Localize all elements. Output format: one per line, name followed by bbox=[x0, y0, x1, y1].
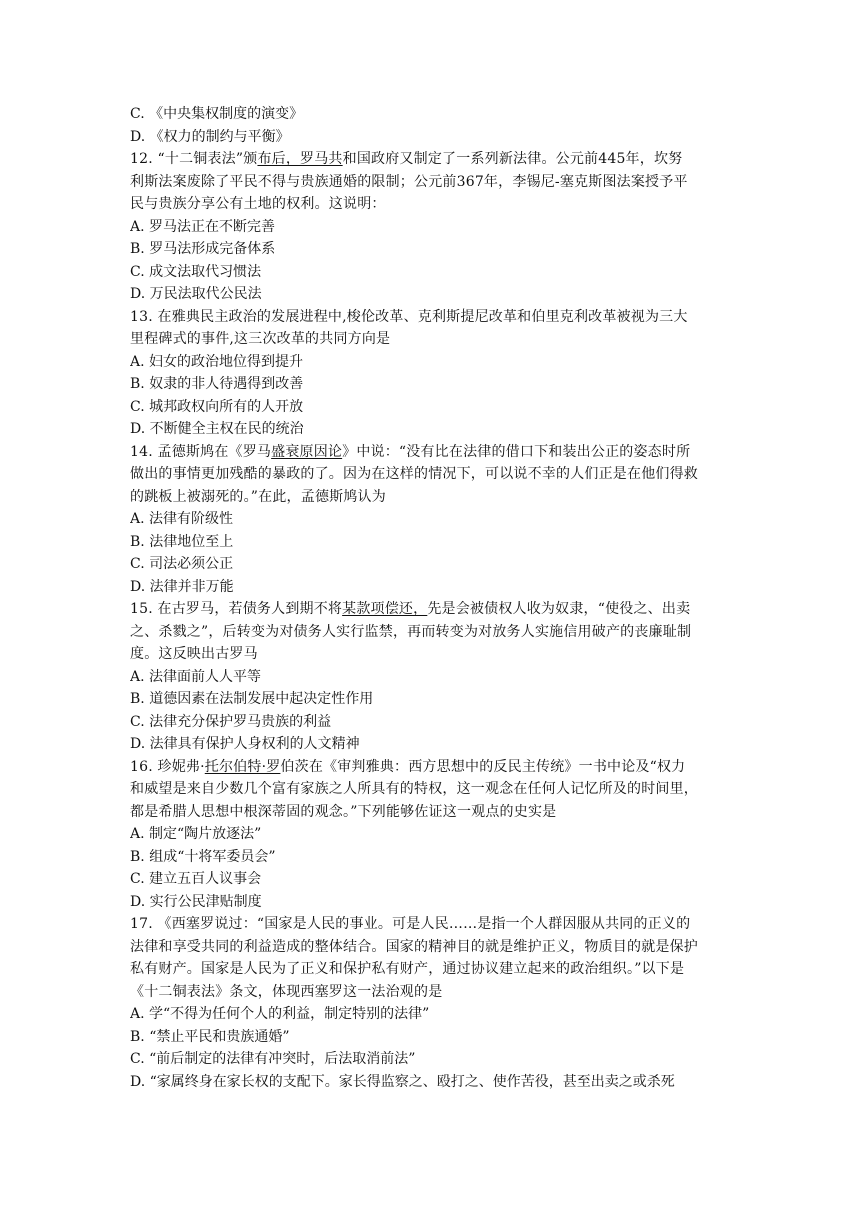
answer-option: C. 司法必须公正 bbox=[130, 556, 234, 572]
answer-option: A. 法律有阶级性 bbox=[130, 511, 234, 527]
question-line: 13. 在雅典民主政治的发展进程中,梭伦改革、克利斯提尼改革和伯里克利改革被视为三大 bbox=[130, 308, 688, 325]
question-line: 的跳板上被溺死的。”在此，孟德斯鸠认为 bbox=[130, 488, 386, 505]
text-segment: 14. 孟德斯鸠在《罗马 bbox=[130, 443, 272, 460]
answer-option: B. 法律地位至上 bbox=[130, 533, 234, 550]
question-line: 利斯法案废除了平民不得与贵族通婚的限制；公元前367年，李锡尼-塞克斯图法案授予平 bbox=[130, 173, 688, 190]
text-segment: 先是会被债权人收为奴隶，“使役之、出卖 bbox=[427, 601, 691, 617]
answer-option: A. 妇女的政治地位得到提升 bbox=[130, 353, 304, 370]
underlined-text: 盛衰原因论 bbox=[271, 443, 343, 460]
answer-option: B. 道德因素在法制发展中起决定性作用 bbox=[130, 691, 374, 707]
answer-option: B. 奴隶的非人待遇得到改善 bbox=[130, 376, 304, 392]
answer-option: D. 万民法取代公民法 bbox=[130, 286, 262, 302]
question-line: 17. 《西塞罗说过：“国家是人民的事业。可是人民……是指一个人群因服从共同的正义的 bbox=[130, 916, 691, 932]
text-segment: 》中说：“没有比在法律的借口下和装出公正的姿态时所 bbox=[342, 443, 691, 460]
answer-option: C. “前后制定的法律有冲突时，后法取消前法” bbox=[130, 1051, 416, 1067]
answer-option: B. 组成“十将军委员会” bbox=[130, 848, 276, 865]
answer-option: A. 制定“陶片放逐法” bbox=[130, 826, 262, 842]
text-segment: 伯茨在《审判雅典：西方思想中的反民主传统》一书中论及“权力 bbox=[280, 758, 686, 775]
text-segment: 和国政府又制定了一系列新法律。公元前445年，坎努 bbox=[342, 151, 683, 167]
question-line: 私有财产。国家是人民为了正义和保护私有财产，通过协议建立起来的政治组织。”以下是 bbox=[130, 961, 685, 977]
question-line: 法律和享受共同的利益造成的整体结合。国家的精神目的就是维护正义，物质目的就是保护 bbox=[130, 938, 698, 955]
answer-option: B. “禁止平民和贵族通婚” bbox=[130, 1028, 290, 1045]
question-line bbox=[130, 756, 740, 779]
answer-option: A. 学“不得为任何个人的利益，制定特别的法律” bbox=[130, 1006, 430, 1022]
question-line: 里程碑式的事件,这三次改革的共同方向是 bbox=[130, 331, 391, 347]
underlined-text: 布后，罗马共 bbox=[257, 151, 343, 167]
answer-option: B. 罗马法形成完备体系 bbox=[130, 241, 276, 257]
answer-option: D. 法律并非万能 bbox=[130, 578, 234, 595]
answer-option: A. 罗马法正在不断完善 bbox=[130, 218, 276, 235]
question-line: 做出的事情更加残酷的暴政的了。因为在这样的情况下，可以说不幸的人们正是在他们得救 bbox=[130, 466, 698, 482]
question-line bbox=[130, 148, 740, 171]
question-line: 都是希腊人思想中根深蒂固的观念。”下列能够佐证这一观点的史实是 bbox=[130, 803, 557, 820]
text-segment: 15. 在古罗马，若债务人到期不将 bbox=[130, 601, 343, 617]
underlined-text: 托尔伯特·罗 bbox=[204, 758, 281, 775]
text-segment: 16. 珍妮弗· bbox=[130, 758, 205, 775]
question-line: 民与贵族分享公有土地的权利。这说明： bbox=[130, 196, 386, 212]
answer-option: D. 法律具有保护人身权利的人文精神 bbox=[130, 736, 360, 752]
question-line bbox=[130, 598, 740, 621]
text-segment: 12. “十二铜表法”颁 bbox=[130, 151, 258, 167]
answer-option: C. 《中央集权制度的演变》 bbox=[130, 106, 304, 122]
answer-option: D. 不断健全主权在民的统治 bbox=[130, 421, 304, 437]
question-line: 《十二铜表法》条文，体现西塞罗这一法治观的是 bbox=[130, 983, 443, 1000]
answer-option: D. 实行公民津贴制度 bbox=[130, 893, 262, 910]
answer-option: C. 法律充分保护罗马贵族的利益 bbox=[130, 713, 332, 730]
answer-option: C. 建立五百人议事会 bbox=[130, 871, 262, 887]
question-line: 度。这反映出古罗马 bbox=[130, 646, 258, 662]
answer-option: A. 法律面前人人平等 bbox=[130, 668, 262, 685]
question-line bbox=[130, 441, 740, 464]
answer-option: C. 城邦政权向所有的人开放 bbox=[130, 398, 304, 415]
answer-option: D. 《权力的制约与平衡》 bbox=[130, 128, 290, 145]
answer-option: D. “家属终身在家长权的支配下。家长得监察之、殴打之、使作苦役，甚至出卖之或杀死 bbox=[130, 1073, 675, 1090]
question-text bbox=[130, 103, 740, 1093]
question-line: 之、杀戮之”，后转变为对债务人实行监禁，再而转变为对放务人实施信用破产的丧廉耻制 bbox=[130, 623, 692, 640]
question-line: 和威望是来自少数几个富有家族之人所具有的特权，这一观念在任何人记忆所及的时间里， bbox=[130, 781, 698, 797]
answer-option: C. 成文法取代习惯法 bbox=[130, 263, 262, 280]
underlined-text: 某款项偿还， bbox=[342, 601, 428, 617]
